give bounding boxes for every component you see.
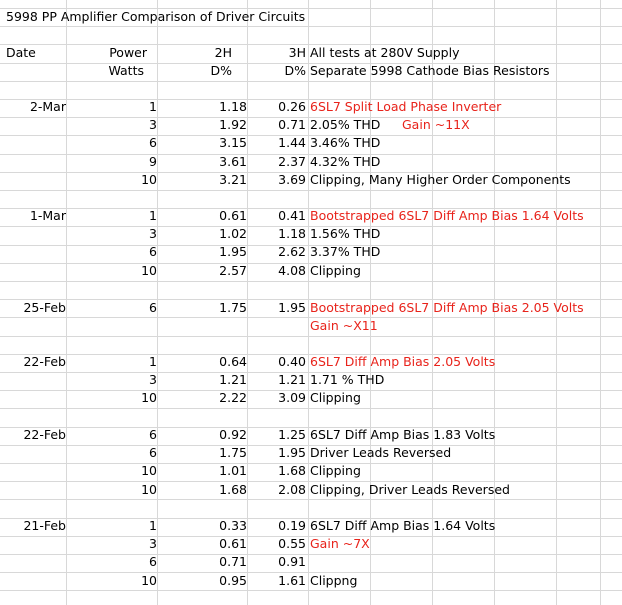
note-cell: Clipping, Many Higher Order Components [310, 171, 571, 187]
table-row [0, 444, 622, 462]
header-note: All tests at 280V Supply [310, 45, 460, 60]
note-cell: 2.05% THD [310, 117, 381, 133]
grid-row-line [0, 81, 622, 82]
table-row [0, 481, 622, 499]
2h-cell: 1.01 [219, 463, 247, 479]
power-cell: 6 [149, 300, 157, 315]
power-cell: 6 [149, 554, 157, 570]
3h-cell: 2.62 [278, 244, 306, 260]
2h-cell: 0.33 [219, 518, 247, 533]
3h-cell: 0.26 [278, 99, 306, 114]
header-date: Date [6, 45, 36, 60]
header-2h: 2H [214, 45, 232, 60]
table-row [0, 262, 622, 280]
table-row [0, 389, 622, 407]
header-row-1 [0, 44, 622, 62]
3h-cell: 1.68 [278, 463, 306, 479]
table-row [0, 243, 622, 261]
date-cell [0, 225, 66, 243]
date-cell: 22-Feb [23, 427, 66, 442]
2h-cell: 2.22 [219, 390, 247, 406]
date-cell: 25-Feb [23, 300, 66, 315]
table-row [0, 134, 622, 152]
2h-cell: 0.92 [219, 427, 247, 442]
date-cell [0, 317, 66, 335]
table-row [0, 462, 622, 480]
note-cell: Bootstrapped 6SL7 Diff Amp Bias 1.64 Volts [310, 208, 584, 223]
3h-cell: 3.69 [278, 171, 306, 187]
note-cell: 6SL7 Diff Amp Bias 2.05 Volts [310, 354, 496, 369]
3h-cell [247, 317, 306, 335]
3h-cell: 1.18 [278, 226, 306, 242]
3h-cell: 0.71 [278, 117, 306, 133]
power-cell: 1 [149, 518, 157, 533]
2h-cell: 1.02 [219, 226, 247, 242]
power-cell: 1 [149, 208, 157, 223]
power-cell: 10 [141, 481, 157, 497]
note-cell: 3.46% THD [310, 135, 381, 151]
3h-cell: 2.37 [278, 153, 306, 169]
power-cell: 10 [141, 390, 157, 406]
table-row [0, 207, 622, 225]
note-cell: Clipping [310, 262, 361, 278]
table-row [0, 572, 622, 590]
date-cell: 1-Mar [29, 208, 66, 223]
date-cell [0, 535, 66, 553]
2h-cell: 3.61 [219, 153, 247, 169]
2h-cell: 2.57 [219, 262, 247, 278]
table-row [0, 299, 622, 317]
header-3h-unit: D% [284, 63, 306, 78]
grid-row-line [0, 499, 622, 500]
power-cell: 3 [149, 372, 157, 388]
2h-cell: 1.21 [219, 372, 247, 388]
power-cell: 3 [149, 226, 157, 242]
date-cell [0, 153, 66, 171]
2h-cell: 1.18 [219, 99, 247, 114]
2h-cell: 3.21 [219, 171, 247, 187]
date-cell [0, 462, 66, 480]
table-row [0, 317, 622, 335]
date-cell: 21-Feb [23, 518, 66, 533]
3h-cell: 1.44 [278, 135, 306, 151]
date-cell [0, 262, 66, 280]
note-cell: Gain ~X11 [310, 318, 378, 334]
note-cell: Clipping [310, 390, 361, 406]
power-cell: 6 [149, 427, 157, 442]
sheet-title: 5998 PP Amplifier Comparison of Driver Circuits [6, 9, 306, 24]
date-cell [0, 371, 66, 389]
table-row [0, 517, 622, 535]
power-cell: 10 [141, 262, 157, 278]
2h-cell: 0.95 [219, 572, 247, 588]
table-row [0, 153, 622, 171]
note-cell: 3.37% THD [310, 244, 381, 260]
date-cell [0, 481, 66, 499]
power-cell: 3 [149, 117, 157, 133]
power-cell: 9 [149, 153, 157, 169]
2h-cell: 1.92 [219, 117, 247, 133]
3h-cell: 3.09 [278, 390, 306, 406]
note-cell: Clippng [310, 572, 358, 588]
date-cell [0, 171, 66, 189]
3h-cell: 1.95 [278, 300, 306, 315]
2h-cell: 0.64 [219, 354, 247, 369]
2h-cell: 0.61 [219, 208, 247, 223]
3h-cell: 1.25 [278, 427, 306, 442]
3h-cell: 0.91 [278, 554, 306, 570]
3h-cell: 4.08 [278, 262, 306, 278]
3h-cell: 1.61 [278, 572, 306, 588]
date-cell [0, 134, 66, 152]
header-note-2: Separate 5998 Cathode Bias Resistors [310, 63, 550, 78]
power-cell: 6 [149, 135, 157, 151]
2h-cell: 0.71 [219, 554, 247, 570]
note-cell: 4.32% THD [310, 153, 381, 169]
note-cell: Bootstrapped 6SL7 Diff Amp Bias 2.05 Volts [310, 300, 584, 315]
note-cell: 6SL7 Diff Amp Bias 1.64 Volts [310, 518, 496, 533]
3h-cell: 1.95 [278, 445, 306, 461]
table-row [0, 553, 622, 571]
note-cell: 6SL7 Split Load Phase Inverter [310, 99, 502, 114]
note-cell: Driver Leads Reversed [310, 445, 452, 461]
grid-row-line [0, 26, 622, 27]
header-power: Power [109, 45, 147, 60]
grid-row-line [0, 336, 622, 337]
header-2h-unit: D% [210, 63, 232, 78]
grid-row-line [0, 281, 622, 282]
3h-cell: 1.21 [278, 372, 306, 388]
3h-cell: 0.55 [278, 536, 306, 552]
2h-cell: 1.68 [219, 481, 247, 497]
grid-row-line [0, 190, 622, 191]
power-cell: 10 [141, 171, 157, 187]
power-cell: 1 [149, 99, 157, 114]
gain-note: Gain ~11X [402, 117, 470, 133]
2h-cell: 1.95 [219, 244, 247, 260]
grid-row-line [0, 408, 622, 409]
table-row [0, 98, 622, 116]
2h-cell: 3.15 [219, 135, 247, 151]
date-cell: 2-Mar [29, 99, 66, 114]
date-cell [0, 116, 66, 134]
table-row [0, 353, 622, 371]
2h-cell: 1.75 [219, 300, 247, 315]
date-cell [0, 553, 66, 571]
2h-cell: 0.61 [219, 536, 247, 552]
power-cell: 10 [141, 572, 157, 588]
date-cell [0, 243, 66, 261]
power-cell: 1 [149, 354, 157, 369]
table-row [0, 426, 622, 444]
note-cell: Gain ~7X [310, 536, 370, 552]
table-row [0, 116, 622, 134]
note-cell: Clipping, Driver Leads Reversed [310, 481, 510, 497]
table-row [0, 225, 622, 243]
3h-cell: 0.19 [278, 518, 306, 533]
power-cell: 6 [149, 244, 157, 260]
grid-row-line [0, 590, 622, 591]
date-cell: 22-Feb [23, 354, 66, 369]
table-row [0, 371, 622, 389]
date-cell [0, 444, 66, 462]
header-3h: 3H [288, 45, 306, 60]
note-cell: Clipping [310, 463, 361, 479]
3h-cell: 2.08 [278, 481, 306, 497]
note-cell: 1.71 % THD [310, 372, 385, 388]
power-cell: 3 [149, 536, 157, 552]
3h-cell: 0.40 [278, 354, 306, 369]
date-cell [0, 572, 66, 590]
2h-cell: 1.75 [219, 445, 247, 461]
table-row [0, 171, 622, 189]
note-cell: 6SL7 Diff Amp Bias 1.83 Volts [310, 427, 496, 442]
power-cell: 6 [149, 445, 157, 461]
power-cell: 10 [141, 463, 157, 479]
power-cell [66, 317, 157, 335]
table-row [0, 535, 622, 553]
header-watts: Watts [108, 63, 144, 78]
note-cell: 1.56% THD [310, 226, 381, 242]
3h-cell: 0.41 [278, 208, 306, 223]
date-cell [0, 389, 66, 407]
header-row-2 [0, 62, 622, 80]
2h-cell [157, 317, 247, 335]
